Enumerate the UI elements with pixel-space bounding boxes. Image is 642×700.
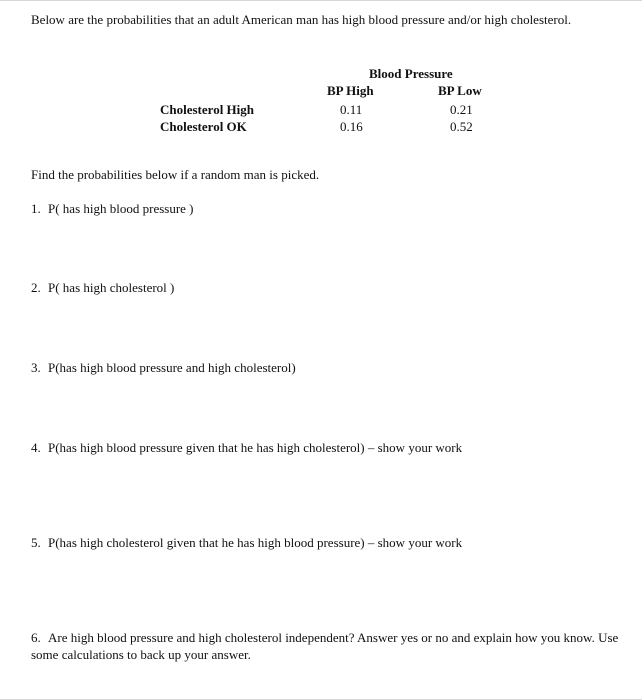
question-3 — [31, 359, 636, 376]
question-text: P( has high cholesterol ) — [48, 280, 175, 295]
col-header-bp-low: BP Low — [438, 83, 482, 98]
question-text: P(has high cholesterol given that he has high blood pressure) – show your work — [48, 535, 463, 550]
row-label-cholesterol-ok: Cholesterol OK — [160, 119, 247, 134]
cell-ok-bp-high: 0.16 — [340, 119, 363, 134]
col-header-bp-high: BP High — [327, 83, 374, 98]
question-number: 2. — [31, 280, 41, 295]
question-4 — [31, 439, 636, 456]
question-number: 3. — [31, 360, 41, 375]
question-1 — [31, 200, 636, 217]
question-number: 5. — [31, 535, 41, 550]
question-text: Are high blood pressure and high cholesterol independent? Answer yes or no and explain how you know. Use some calculations to back up your answer. — [31, 630, 619, 662]
question-number: 6. — [31, 630, 41, 645]
question-number: 1. — [31, 201, 41, 216]
probability-table — [0, 66, 642, 146]
cell-high-bp-high: 0.11 — [340, 102, 363, 117]
table-group-header: Blood Pressure — [369, 66, 453, 81]
row-label-cholesterol-high: Cholesterol High — [160, 102, 255, 117]
question-number: 4. — [31, 440, 41, 455]
question-text: P( has high blood pressure ) — [48, 201, 194, 216]
question-text: P(has high blood pressure given that he has high cholesterol) – show your work — [48, 440, 463, 455]
question-2 — [31, 279, 636, 296]
question-6 — [31, 629, 636, 663]
top-border — [0, 0, 642, 1]
question-5 — [31, 534, 636, 551]
intro-text: Below are the probabilities that an adult American man has high blood pressure and/or high cholesterol. — [31, 12, 572, 27]
cell-ok-bp-low: 0.52 — [450, 119, 473, 134]
question-text: P(has high blood pressure and high cholesterol) — [48, 360, 296, 375]
cell-high-bp-low: 0.21 — [450, 102, 473, 117]
instruction-text: Find the probabilities below if a random man is picked. — [31, 167, 320, 182]
